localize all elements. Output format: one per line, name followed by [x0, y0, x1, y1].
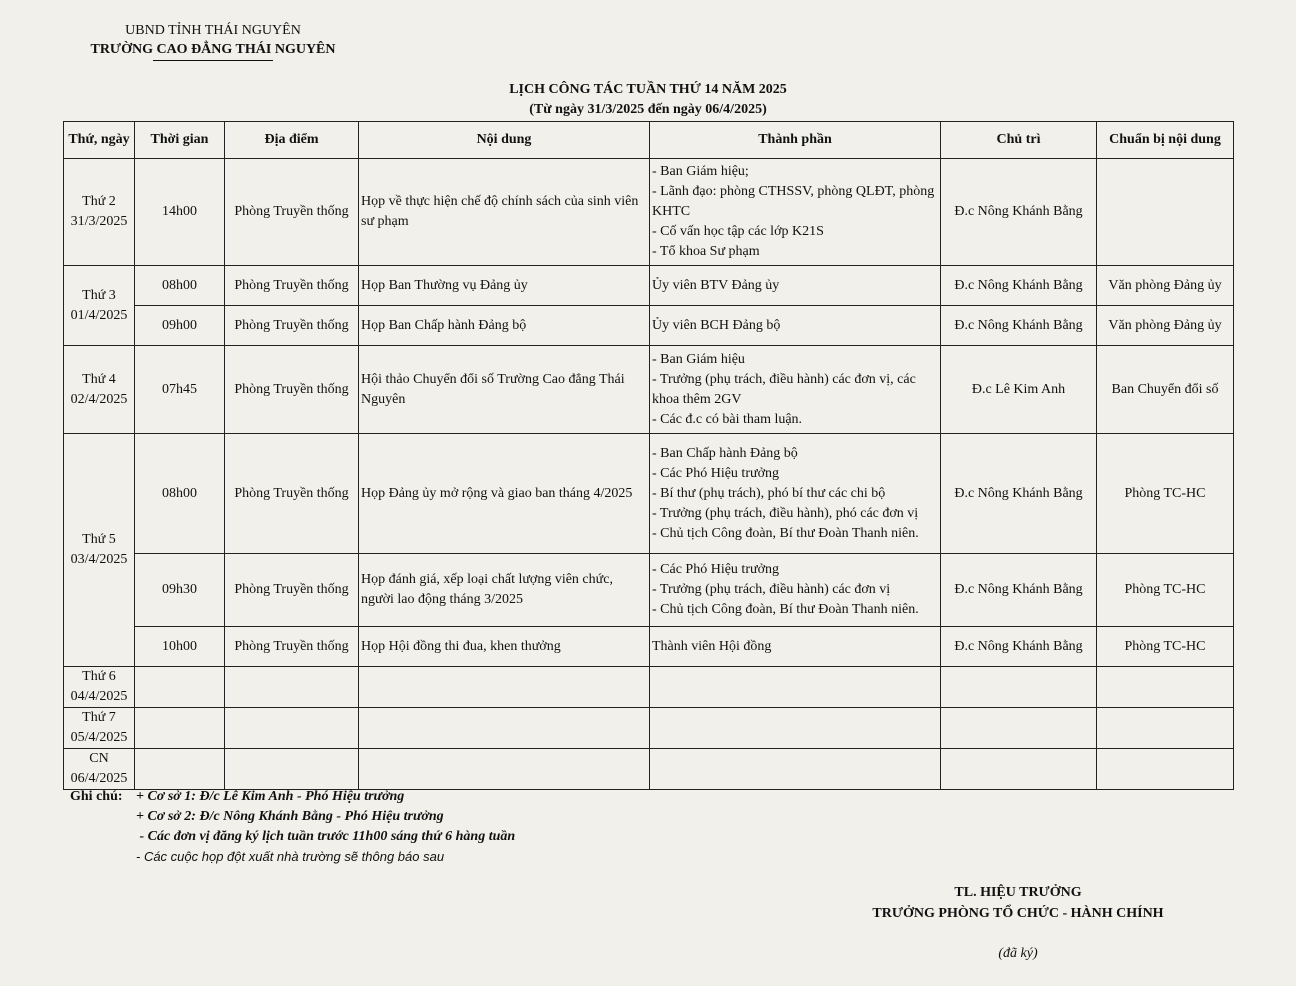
col-header-content: Nội dung	[359, 122, 650, 159]
table-row	[64, 306, 1234, 346]
participant-line: - Lãnh đạo: phòng CTHSSV, phòng QLĐT, phòng KHTC	[652, 184, 935, 219]
day-label: CN	[89, 751, 109, 766]
place-cell: Phòng Truyền thống	[225, 266, 359, 306]
time-cell: 08h00	[135, 434, 225, 554]
day-label: Thứ 5	[82, 532, 116, 547]
chair-cell: Đ.c Nông Khánh Bằng	[941, 306, 1097, 346]
participants-cell	[650, 434, 941, 554]
note-item: - Các cuộc họp đột xuất nhà trường sẽ thông báo sau	[136, 849, 445, 864]
participant-line: - Cố vấn học tập các lớp K21S	[652, 224, 824, 239]
participants-cell	[650, 346, 941, 434]
day-label: Thứ 6	[82, 669, 116, 684]
table-row	[64, 667, 1234, 708]
empty-cell	[1097, 667, 1234, 708]
content-cell: Họp đánh giá, xếp loại chất lượng viên chức, người lao động tháng 3/2025	[359, 554, 650, 627]
table-row	[64, 627, 1234, 667]
day-cell	[64, 159, 135, 266]
signature-title: TL. HIỆU TRƯỞNG	[954, 885, 1082, 900]
day-label: Thứ 2	[82, 194, 116, 209]
empty-cell	[225, 749, 359, 790]
empty-cell	[359, 708, 650, 749]
prep-cell: Ban Chuyển đổi số	[1097, 346, 1234, 434]
prep-cell: Văn phòng Đảng ủy	[1097, 306, 1234, 346]
prep-cell: Phòng TC-HC	[1097, 434, 1234, 554]
participant-line: - Ban Chấp hành Đảng bộ	[652, 445, 798, 461]
day-date: 05/4/2025	[70, 730, 128, 745]
empty-cell	[135, 708, 225, 749]
empty-cell	[650, 667, 941, 708]
empty-cell	[135, 667, 225, 708]
organization-header	[78, 22, 348, 61]
content-cell: Họp Đảng ủy mở rộng và giao ban tháng 4/2025	[359, 434, 650, 554]
chair-cell: Đ.c Nông Khánh Bằng	[941, 266, 1097, 306]
col-header-participants: Thành phần	[650, 122, 941, 159]
empty-cell	[225, 708, 359, 749]
time-cell: 14h00	[135, 159, 225, 266]
table-row	[64, 159, 1234, 266]
content-cell: Họp Ban Thường vụ Đảng ủy	[359, 266, 650, 306]
chair-cell: Đ.c Nông Khánh Bằng	[941, 434, 1097, 554]
note-item: + Cơ sở 1: Đ/c Lê Kim Anh - Phó Hiệu trưởng	[136, 789, 405, 804]
day-cell	[64, 266, 135, 346]
participants-cell	[650, 159, 941, 266]
page-title: LỊCH CÔNG TÁC TUẦN THỨ 14 NĂM 2025	[509, 82, 787, 97]
table-row	[64, 434, 1234, 554]
participant-line: Ủy viên BCH Đảng bộ	[652, 317, 781, 333]
note-item: + Cơ sở 2: Đ/c Nông Khánh Bằng - Phó Hiệu trưởng	[136, 809, 444, 824]
table-row	[64, 266, 1234, 306]
empty-cell	[225, 667, 359, 708]
notes-list	[136, 787, 515, 867]
prep-cell: Phòng TC-HC	[1097, 627, 1234, 667]
empty-cell	[941, 749, 1097, 790]
content-cell: Họp Hội đồng thi đua, khen thưởng	[359, 627, 650, 667]
participant-line: Thành viên Hội đồng	[652, 638, 772, 654]
notes-label: Ghi chú:	[70, 789, 123, 804]
empty-cell	[1097, 749, 1234, 790]
time-cell: 08h00	[135, 266, 225, 306]
day-label: Thứ 3	[82, 287, 116, 303]
chair-cell: Đ.c Nông Khánh Bằng	[941, 627, 1097, 667]
col-header-day: Thứ, ngày	[64, 122, 135, 159]
note-item: - Các đơn vị đăng ký lịch tuần trước 11h00 sáng thứ 6 hàng tuần	[136, 829, 516, 844]
place-cell: Phòng Truyền thống	[225, 159, 359, 266]
col-header-prep: Chuẩn bị nội dung	[1097, 122, 1234, 159]
time-cell: 07h45	[135, 346, 225, 434]
school-name: TRƯỜNG CAO ĐẲNG THÁI NGUYÊN	[90, 42, 336, 57]
place-cell: Phòng Truyền thống	[225, 306, 359, 346]
empty-cell	[941, 708, 1097, 749]
empty-cell	[135, 749, 225, 790]
day-date: 02/4/2025	[70, 391, 128, 407]
place-cell: Phòng Truyền thống	[225, 627, 359, 667]
place-cell: Phòng Truyền thống	[225, 346, 359, 434]
participant-line: - Chủ tịch Công đoàn, Bí thư Đoàn Thanh niên.	[652, 602, 919, 617]
schedule-table	[63, 121, 1234, 790]
participant-line: - Tổ khoa Sư phạm	[652, 244, 760, 259]
signature-position: TRƯỞNG PHÒNG TỔ CHỨC - HÀNH CHÍNH	[872, 906, 1164, 921]
day-date: 04/4/2025	[70, 689, 128, 704]
prep-cell	[1097, 159, 1234, 266]
participant-line: - Chủ tịch Công đoàn, Bí thư Đoàn Thanh niên.	[652, 525, 919, 541]
day-date: 31/3/2025	[70, 214, 128, 229]
day-cell	[64, 749, 135, 790]
participant-line: - Các Phó Hiệu trưởng	[652, 465, 779, 481]
table-row	[64, 346, 1234, 434]
participant-line: - Các đ.c có bài tham luận.	[652, 411, 803, 427]
day-label: Thứ 7	[82, 710, 116, 725]
day-cell	[64, 346, 135, 434]
col-header-place: Địa điểm	[225, 122, 359, 159]
chair-cell: Đ.c Lê Kim Anh	[941, 346, 1097, 434]
table-row	[64, 708, 1234, 749]
participant-line: - Bí thư (phụ trách), phó bí thư các chi bộ	[652, 485, 886, 501]
time-cell: 09h00	[135, 306, 225, 346]
participant-line: Ủy viên BTV Đảng ủy	[652, 277, 780, 293]
agency-name: UBND TỈNH THÁI NGUYÊN	[125, 23, 301, 38]
table-header-row	[64, 122, 1234, 159]
participant-line: - Trưởng (phụ trách, điều hành), phó các đơn vị	[652, 505, 919, 521]
col-header-time: Thời gian	[135, 122, 225, 159]
table-row	[64, 749, 1234, 790]
signature-signed: (đã ký)	[998, 946, 1038, 961]
empty-cell	[1097, 708, 1234, 749]
day-cell	[64, 708, 135, 749]
empty-cell	[650, 749, 941, 790]
col-header-chair: Chủ trì	[941, 122, 1097, 159]
table-row	[64, 554, 1234, 627]
header-divider	[153, 60, 273, 61]
participants-cell	[650, 306, 941, 346]
participants-cell	[650, 266, 941, 306]
participants-cell	[650, 627, 941, 667]
participant-line: - Trưởng (phụ trách, điều hành) các đơn vị	[652, 582, 891, 597]
day-date: 01/4/2025	[70, 307, 128, 323]
day-cell	[64, 434, 135, 667]
prep-cell: Văn phòng Đảng ủy	[1097, 266, 1234, 306]
time-cell: 09h30	[135, 554, 225, 627]
day-date: 06/4/2025	[70, 771, 128, 786]
content-cell: Hội thảo Chuyển đổi số Trường Cao đẳng Thái Nguyên	[359, 346, 650, 434]
participants-cell	[650, 554, 941, 627]
content-cell: Họp về thực hiện chế độ chính sách của sinh viên sư phạm	[359, 159, 650, 266]
prep-cell: Phòng TC-HC	[1097, 554, 1234, 627]
participant-line: - Trưởng (phụ trách, điều hành) các đơn vị, các khoa thêm 2GV	[652, 371, 916, 407]
empty-cell	[359, 667, 650, 708]
day-date: 03/4/2025	[70, 552, 128, 567]
place-cell: Phòng Truyền thống	[225, 554, 359, 627]
empty-cell	[650, 708, 941, 749]
day-cell	[64, 667, 135, 708]
participant-line: - Các Phó Hiệu trưởng	[652, 562, 779, 577]
participant-line: - Ban Giám hiệu;	[652, 164, 749, 179]
time-cell: 10h00	[135, 627, 225, 667]
day-label: Thứ 4	[82, 371, 116, 387]
empty-cell	[941, 667, 1097, 708]
page-subtitle: (Từ ngày 31/3/2025 đến ngày 06/4/2025)	[529, 102, 767, 117]
participant-line: - Ban Giám hiệu	[652, 351, 745, 367]
content-cell: Họp Ban Chấp hành Đảng bộ	[359, 306, 650, 346]
empty-cell	[359, 749, 650, 790]
place-cell: Phòng Truyền thống	[225, 434, 359, 554]
chair-cell: Đ.c Nông Khánh Bằng	[941, 554, 1097, 627]
chair-cell: Đ.c Nông Khánh Bằng	[941, 159, 1097, 266]
